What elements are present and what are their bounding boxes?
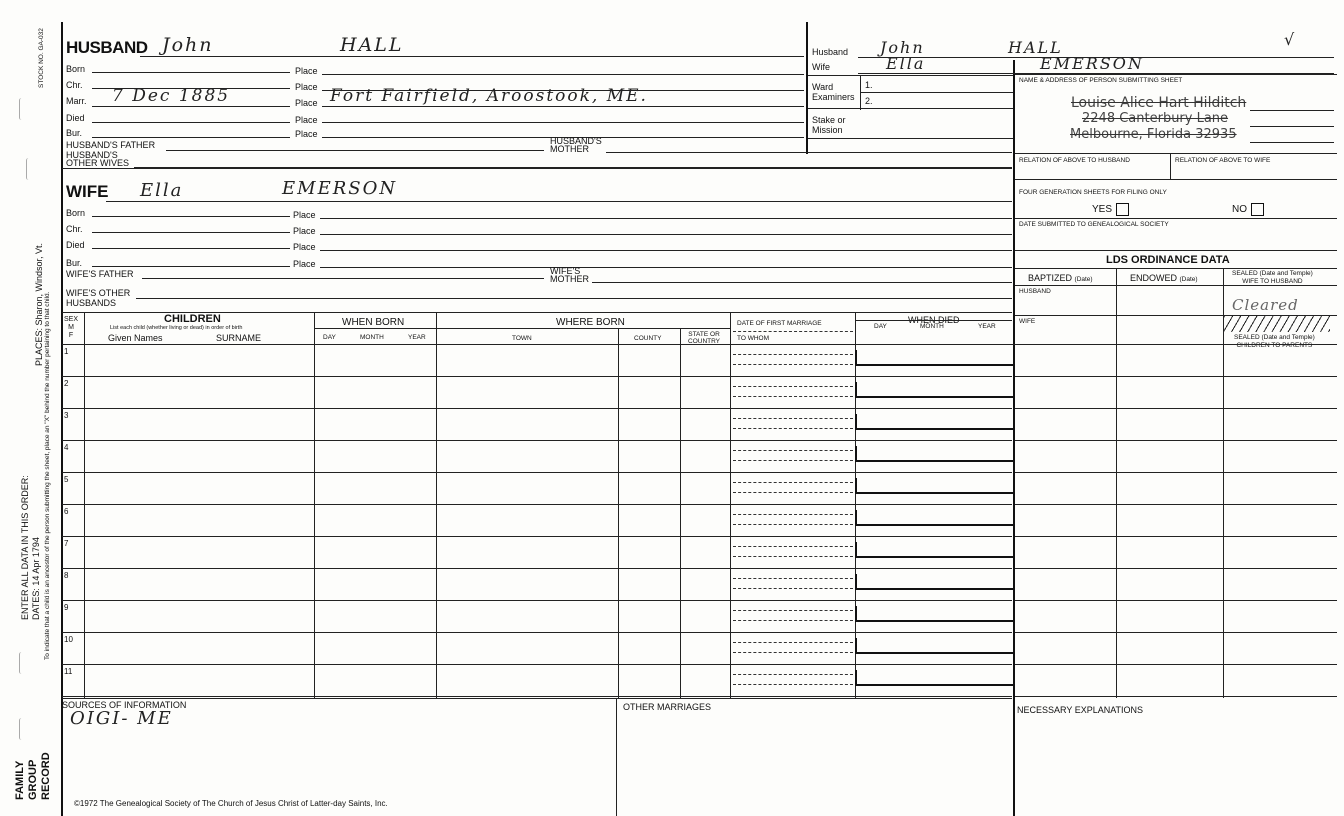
col-line xyxy=(314,312,315,698)
wife-chr-label: Chr. xyxy=(66,224,83,234)
wife-born-label: Born xyxy=(66,208,86,218)
lds-row-line xyxy=(1015,632,1337,633)
table-row[interactable] xyxy=(62,568,1012,569)
date-submitted-line xyxy=(1015,250,1337,251)
husband-father-label: HUSBAND'S FATHER xyxy=(66,140,156,150)
marriage-dash xyxy=(733,588,853,589)
lds-row-line xyxy=(1015,376,1337,377)
marriage-dash xyxy=(733,642,853,643)
dates-example: DATES: 14 Apr 1794 xyxy=(31,537,41,620)
husband-father-field[interactable] xyxy=(166,140,544,151)
ward-inner-divider xyxy=(860,76,861,110)
punch-hole xyxy=(19,98,24,120)
relation-husband-label: RELATION OF ABOVE TO HUSBAND xyxy=(1019,157,1130,164)
submitter-line xyxy=(1250,126,1334,127)
state-1: STATE OR xyxy=(688,331,720,338)
state-header xyxy=(688,331,720,345)
four-gen-label: FOUR GENERATION SHEETS FOR FILING ONLY xyxy=(1019,189,1167,196)
marriage-dash xyxy=(733,428,853,429)
husband-other-wives-label xyxy=(66,151,129,167)
husband-died-date[interactable] xyxy=(92,110,290,123)
ward-husband-label: Husband xyxy=(812,47,849,57)
yes-label: YES xyxy=(1092,204,1113,216)
wife-given: Ella xyxy=(140,180,184,201)
died-day-header: DAY xyxy=(874,323,887,330)
death-date-field[interactable] xyxy=(855,478,1013,494)
place-label: Place xyxy=(295,66,318,76)
table-row[interactable] xyxy=(62,376,1012,377)
husband-born-place[interactable] xyxy=(322,62,804,75)
col-line xyxy=(730,312,731,698)
death-date-field[interactable] xyxy=(855,574,1013,590)
table-row[interactable] xyxy=(62,696,1012,697)
sources-label: SOURCES OF INFORMATION xyxy=(62,700,187,710)
husband-mother-label-2: MOTHER xyxy=(550,144,589,154)
town-header: TOWN xyxy=(512,335,532,342)
sealed-cp-header xyxy=(1234,334,1315,350)
wife-chr-date[interactable] xyxy=(92,222,290,233)
marriage-dash xyxy=(733,396,853,397)
wife-died-date[interactable] xyxy=(92,238,290,249)
marriage-dash xyxy=(733,386,853,387)
sealed-wh-2: WIFE TO HUSBAND xyxy=(1242,278,1303,285)
place-label: Place xyxy=(295,82,318,92)
baptized-header xyxy=(1028,273,1093,283)
punch-hole xyxy=(19,652,24,674)
wife-father-field[interactable] xyxy=(142,268,544,279)
children-instructions: List each child (whether living or dead) in order of birth xyxy=(110,325,243,331)
wife-died-place[interactable] xyxy=(320,238,1012,251)
lds-wife-label: WIFE xyxy=(1019,318,1036,325)
husband-mother-label xyxy=(550,137,602,153)
wife-other-1: WIFE'S OTHER xyxy=(66,288,131,298)
lds-row-line xyxy=(1015,568,1337,569)
ward-husband-surname: HALL xyxy=(1008,38,1063,57)
yes-checkbox[interactable] xyxy=(1092,203,1129,216)
marriage-dash xyxy=(733,610,853,611)
ward-wife-label: Wife xyxy=(812,62,830,72)
place-label: Place xyxy=(295,115,318,125)
death-date-field[interactable] xyxy=(855,350,1013,366)
husband-bur-date[interactable] xyxy=(92,126,290,138)
check-mark: √ xyxy=(1284,30,1295,49)
table-row[interactable] xyxy=(62,632,1012,633)
marriage-dash xyxy=(733,418,853,419)
marriage-dash xyxy=(733,620,853,621)
table-row[interactable] xyxy=(62,472,1012,473)
husband-chr-label: Chr. xyxy=(66,80,83,90)
relation-wife-label: RELATION OF ABOVE TO WIFE xyxy=(1175,157,1271,164)
marriage-date-value: 7 Dec 1885 xyxy=(112,86,231,106)
when-born-header: WHEN BORN xyxy=(342,317,405,328)
lds-row-line xyxy=(1015,664,1337,665)
wife-mother-label-2: MOTHER xyxy=(550,274,589,284)
marriage-place-value: Fort Fairfield, Aroostook, ME. xyxy=(330,86,648,106)
places-example: PLACES: Sharon, Windsor, Vt. xyxy=(34,242,44,366)
lds-row-line xyxy=(1015,536,1337,537)
lds-husband-label: HUSBAND xyxy=(1019,288,1051,295)
husband-mother-label-1: HUSBAND'S xyxy=(550,136,602,146)
child-row-number: 9 xyxy=(64,603,69,612)
husband-marr-label: Marr. xyxy=(66,96,87,106)
sex-header xyxy=(64,316,78,340)
place-label: Place xyxy=(293,242,316,252)
submitter-name: Louise Alice Hart Hilditch xyxy=(1071,95,1247,111)
sealed-wh-1: SEALED (Date and Temple) xyxy=(1232,270,1313,277)
died-month-header: MONTH xyxy=(920,323,944,330)
born-day-header: DAY xyxy=(323,334,336,341)
examiner-2-label: 2. xyxy=(865,96,873,106)
yes-box[interactable] xyxy=(1116,203,1129,216)
lds-row-line xyxy=(1015,408,1337,409)
wife-label: WIFE xyxy=(66,182,109,201)
death-date-field[interactable] xyxy=(855,606,1013,622)
child-row-number: 1 xyxy=(64,347,69,356)
wife-other-husbands-label xyxy=(66,288,130,308)
relation-bottom-line xyxy=(1015,179,1337,180)
when-died-sub-line xyxy=(855,320,1012,321)
date-submitted-label: DATE SUBMITTED TO GENEALOGICAL SOCIETY xyxy=(1019,221,1169,228)
death-date-field[interactable] xyxy=(855,510,1013,526)
submitter-line xyxy=(1250,110,1334,111)
death-date-field[interactable] xyxy=(855,670,1013,686)
footer-divider xyxy=(616,698,617,816)
wife-bur-date[interactable] xyxy=(92,256,290,267)
husband-surname: HALL xyxy=(340,34,404,56)
husband-name-field[interactable] xyxy=(140,42,804,57)
child-row-number: 2 xyxy=(64,379,69,388)
copyright: ©1972 The Genealogical Society of The Church of Jesus Christ of Latter-day Saints, Inc. xyxy=(74,799,388,808)
cleared-note: Cleared xyxy=(1232,296,1299,314)
place-label: Place xyxy=(293,210,316,220)
wife-top-line xyxy=(62,168,1012,169)
record-title-record: RECORD xyxy=(40,752,52,800)
marriage-dash xyxy=(733,514,853,515)
lds-col-divider xyxy=(1223,268,1224,698)
place-label: Place xyxy=(295,129,318,139)
wife-mother-label xyxy=(550,267,589,283)
ward-wife-surname: EMERSON xyxy=(1040,54,1144,73)
marriage-header-dash xyxy=(733,331,853,332)
table-row[interactable] xyxy=(62,536,1012,537)
explanations-label: NECESSARY EXPLANATIONS xyxy=(1017,705,1144,715)
relation-divider xyxy=(1170,153,1171,179)
wife-surname: EMERSON xyxy=(282,178,398,199)
child-ancestor-instructions: To indicate that a child is an ancestor of the person submitting the sheet, place an "X" behind the number pertaining to that child. xyxy=(44,291,51,660)
lds-row-line xyxy=(1015,440,1337,441)
lds-row-line xyxy=(1015,600,1337,601)
marriage-dash xyxy=(733,578,853,579)
died-year-header: YEAR xyxy=(978,323,996,330)
sex-label: SEX xyxy=(64,316,79,323)
child-row-number: 5 xyxy=(64,475,69,484)
marriage-dash xyxy=(733,354,853,355)
child-row-number: 11 xyxy=(64,667,73,676)
ward-divider-line xyxy=(808,75,1013,76)
table-row[interactable] xyxy=(62,440,1012,441)
examiner-line xyxy=(860,92,1013,93)
submitter-line xyxy=(1250,142,1334,143)
husband-died-label: Died xyxy=(66,113,85,123)
table-row[interactable] xyxy=(62,408,1012,409)
stake-label: Stake or xyxy=(812,115,846,125)
husband-other-wives-field[interactable] xyxy=(134,156,1012,168)
endowed-header xyxy=(1130,273,1198,283)
death-date-field[interactable] xyxy=(855,542,1013,558)
submitter-top-line xyxy=(1015,74,1337,75)
table-row[interactable] xyxy=(62,600,1012,601)
state-2: COUNTRY xyxy=(688,338,721,345)
when-born-sub-line xyxy=(314,328,436,329)
wife-died-label: Died xyxy=(66,240,85,250)
child-row-number: 8 xyxy=(64,571,69,580)
baptized-label: BAPTIZED xyxy=(1028,273,1073,283)
lds-title: LDS ORDINANCE DATA xyxy=(1106,254,1230,266)
wife-bur-label: Bur. xyxy=(66,258,83,268)
marriage-dash xyxy=(733,364,853,365)
table-row[interactable] xyxy=(62,504,1012,505)
enter-data-order: ENTER ALL DATA IN THIS ORDER: xyxy=(20,475,30,620)
wife-name-field[interactable] xyxy=(106,188,1012,202)
child-row-number: 7 xyxy=(64,539,69,548)
marriage-dash xyxy=(733,460,853,461)
husband-mother-field[interactable] xyxy=(606,140,1012,153)
wife-born-date[interactable] xyxy=(92,206,290,217)
children-title: CHILDREN xyxy=(164,313,221,325)
sex-f: F xyxy=(68,332,74,339)
child-row-number: 4 xyxy=(64,443,69,452)
marriage-dash xyxy=(733,450,853,451)
county-header: COUNTY xyxy=(634,335,662,342)
marriage-dash xyxy=(733,556,853,557)
ward-husband-given: John xyxy=(880,38,925,57)
death-date-field[interactable] xyxy=(855,638,1013,654)
examiner-1-label: 1. xyxy=(865,80,873,90)
marriage-dash xyxy=(733,652,853,653)
marriage-dash xyxy=(733,546,853,547)
child-row-number: 10 xyxy=(64,635,73,644)
examiners-label: Examiners xyxy=(812,92,855,102)
endowed-label: ENDOWED xyxy=(1130,273,1177,283)
right-panel-divider xyxy=(1013,60,1015,816)
place-label: Place xyxy=(293,259,316,269)
marriage-dash xyxy=(733,524,853,525)
submitter-city: Melbourne, Florida 32935 xyxy=(1070,127,1237,142)
husband-born-date[interactable] xyxy=(92,62,290,73)
no-checkbox[interactable] xyxy=(1232,203,1264,216)
to-whom-header: TO WHOM xyxy=(737,335,770,342)
sealed-wh-header xyxy=(1232,270,1313,286)
wife-mother-label-1: WIFE'S xyxy=(550,266,581,276)
marriage-dash xyxy=(733,492,853,493)
hatched-area xyxy=(1224,316,1330,332)
sealed-cp-1: SEALED (Date and Temple) xyxy=(1234,334,1315,341)
lds-row-line xyxy=(1015,504,1337,505)
punch-hole xyxy=(26,158,31,180)
sealed-cp-2: CHILDREN TO PARENTS xyxy=(1236,342,1313,349)
wife-father-label: WIFE'S FATHER xyxy=(66,269,134,279)
wife-other-2: HUSBANDS xyxy=(66,298,117,308)
given-names-header: Given Names xyxy=(108,333,163,343)
wife-born-place[interactable] xyxy=(320,206,1012,219)
lds-col-divider xyxy=(1116,268,1117,698)
death-date-field[interactable] xyxy=(855,446,1013,462)
born-month-header: MONTH xyxy=(360,334,384,341)
submitter-street: 2248 Canterbury Lane xyxy=(1082,111,1229,126)
stock-number: STOCK NO. GA-032 xyxy=(38,28,45,88)
wife-other-husbands-field[interactable] xyxy=(136,288,1012,299)
death-date-field[interactable] xyxy=(855,414,1013,430)
when-died-header: WHEN DIED xyxy=(908,315,960,325)
four-gen-bottom-line xyxy=(1015,218,1337,219)
surname-header: SURNAME xyxy=(216,333,262,343)
husband-other-wives-1: HUSBAND'S xyxy=(66,150,118,160)
lds-row-line xyxy=(1015,696,1337,697)
first-marriage-header: DATE OF FIRST MARRIAGE xyxy=(737,320,822,327)
submitter-bottom-line xyxy=(1015,153,1337,154)
col-line xyxy=(618,328,619,698)
child-row-number: 6 xyxy=(64,507,69,516)
wife-bur-place[interactable] xyxy=(320,256,1012,268)
footer-top-line xyxy=(62,698,1012,699)
marriage-dash xyxy=(733,684,853,685)
ward-wife-given: Ella xyxy=(886,54,926,73)
col-line xyxy=(436,312,437,698)
husband-bur-label: Bur. xyxy=(66,128,83,138)
ward-label: Ward xyxy=(812,82,834,92)
no-box[interactable] xyxy=(1251,203,1264,216)
punch-hole xyxy=(19,718,24,740)
husband-label: HUSBAND xyxy=(66,38,148,57)
sex-m: M xyxy=(68,324,74,331)
table-row[interactable] xyxy=(62,664,1012,665)
other-marriages-label: OTHER MARRIAGES xyxy=(623,702,712,712)
husband-born-label: Born xyxy=(66,64,86,74)
place-label: Place xyxy=(295,98,318,108)
col-line xyxy=(680,328,681,698)
wife-chr-place[interactable] xyxy=(320,222,1012,235)
marriage-dash xyxy=(733,482,853,483)
stake-line xyxy=(808,138,1013,139)
wife-mother-field[interactable] xyxy=(592,270,1012,283)
born-year-header: YEAR xyxy=(408,334,426,341)
children-header-line xyxy=(62,344,1337,345)
husband-other-wives-2: OTHER WIVES xyxy=(66,158,130,168)
endowed-date-label: (Date) xyxy=(1179,276,1198,283)
sources-value: OIGI- ME xyxy=(70,708,173,729)
husband-given: John xyxy=(162,34,214,56)
examiner-line xyxy=(808,108,1013,109)
where-born-header: WHERE BORN xyxy=(556,317,625,328)
marriage-dash xyxy=(733,674,853,675)
lds-row-line xyxy=(1015,472,1337,473)
mission-label: Mission xyxy=(812,125,843,135)
husband-died-place[interactable] xyxy=(322,110,804,123)
child-row-number: 3 xyxy=(64,411,69,420)
place-label: Place xyxy=(293,226,316,236)
record-title-group: GROUP xyxy=(27,759,39,800)
no-label: NO xyxy=(1232,204,1247,216)
where-born-sub-line xyxy=(436,328,730,329)
col-line xyxy=(84,312,85,698)
death-date-field[interactable] xyxy=(855,382,1013,398)
lds-title-line xyxy=(1015,268,1337,269)
baptized-date-label: (Date) xyxy=(1074,276,1093,283)
ward-divider xyxy=(806,22,808,154)
lds-header-line xyxy=(1015,285,1337,286)
record-title-family: FAMILY xyxy=(14,760,26,800)
submitter-label: NAME & ADDRESS OF PERSON SUBMITTING SHEET xyxy=(1019,77,1183,84)
